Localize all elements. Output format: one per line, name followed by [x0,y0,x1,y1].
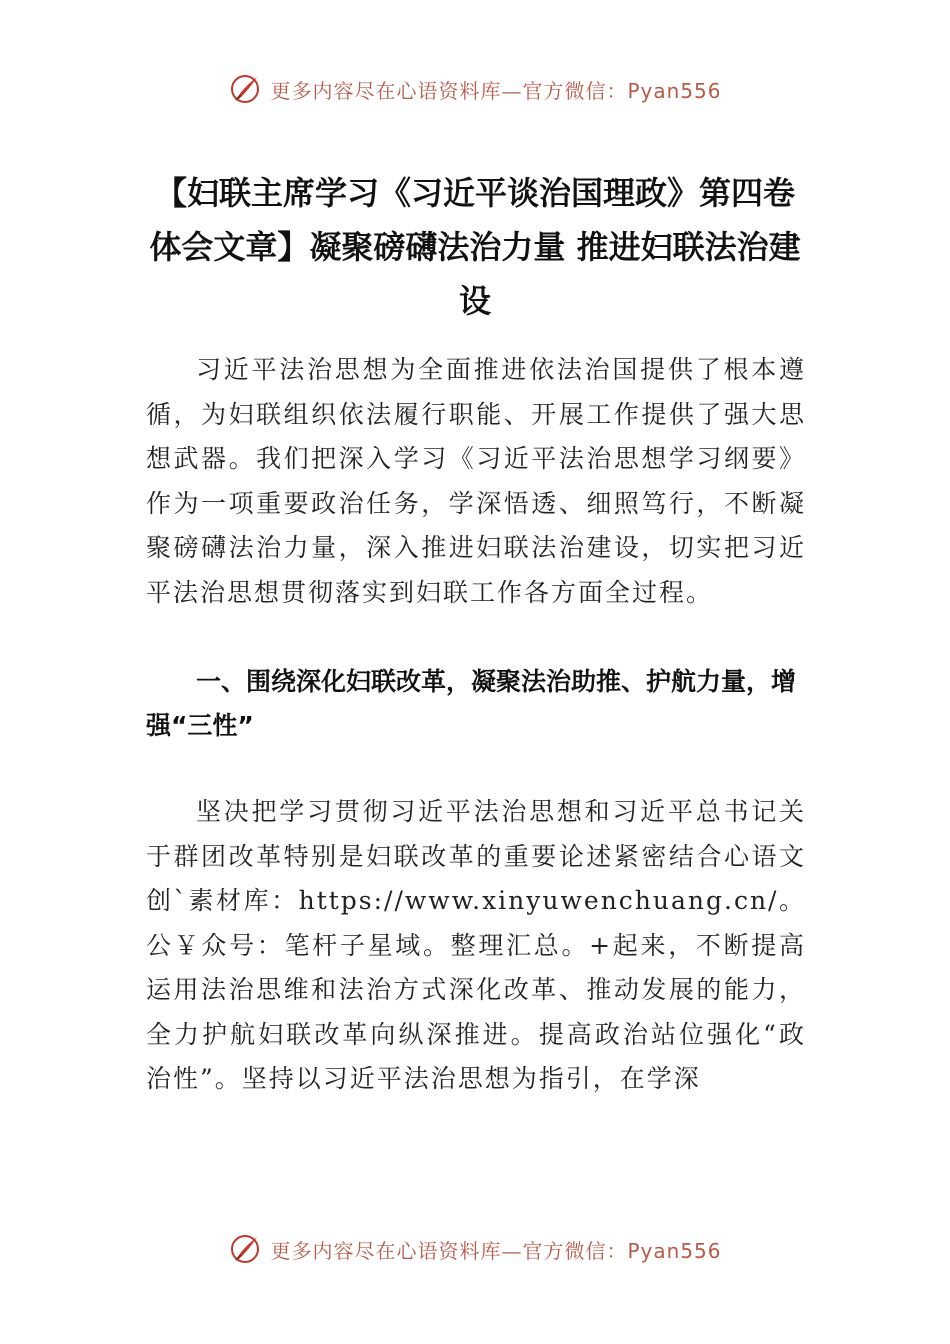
body-paragraph: 习近平法治思想为全面推进依法治国提供了根本遵循，为妇联组织依法履行职能、开展工作提供了强大思想武器。我们把深入学习《习近平法治思想学习纲要》作为一项重要政治任务，学深悟透、细照笃行，不断凝聚磅礴法治力量，深入推进妇联法治建设，切实把习近平法治思想贯彻落实到妇联工作各方面全过程。 [146,355,806,607]
watermark-text: 更多内容尽在心语资料库—官方微信：Pyan556 [270,78,722,103]
document-title: 【妇联主席学习《习近平谈治国理政》第四卷体会文章】凝聚磅礴法治力量 推进妇联法治建设 [149,174,801,320]
section-heading: 一、围绕深化妇联改革，凝聚法治助推、护航力量，增强“三性” [146,667,797,740]
watermark-text: 更多内容尽在心语资料库—官方微信：Pyan556 [270,1238,722,1263]
footer-watermark [0,1232,950,1266]
quill-seal-icon [228,1232,262,1266]
body-paragraph: 坚决把学习贯彻习近平法治思想和习近平总书记关于群团改革特别是妇联改革的重要论述紧密结合心语文创`素材库：https://www.xinyuwenchuang.cn/。公￥众号：笔杆子星域。整理汇总。+起来，不断提高运用法治思维和法治方式深化改革、推动发展的能力，全力护航妇联改革向纵深推进。提高政治站位强化“政治性”。坚持以习近平法治思想为指引，在学深 [146,797,806,1093]
quill-seal-icon [228,72,262,106]
header-watermark [0,72,950,106]
